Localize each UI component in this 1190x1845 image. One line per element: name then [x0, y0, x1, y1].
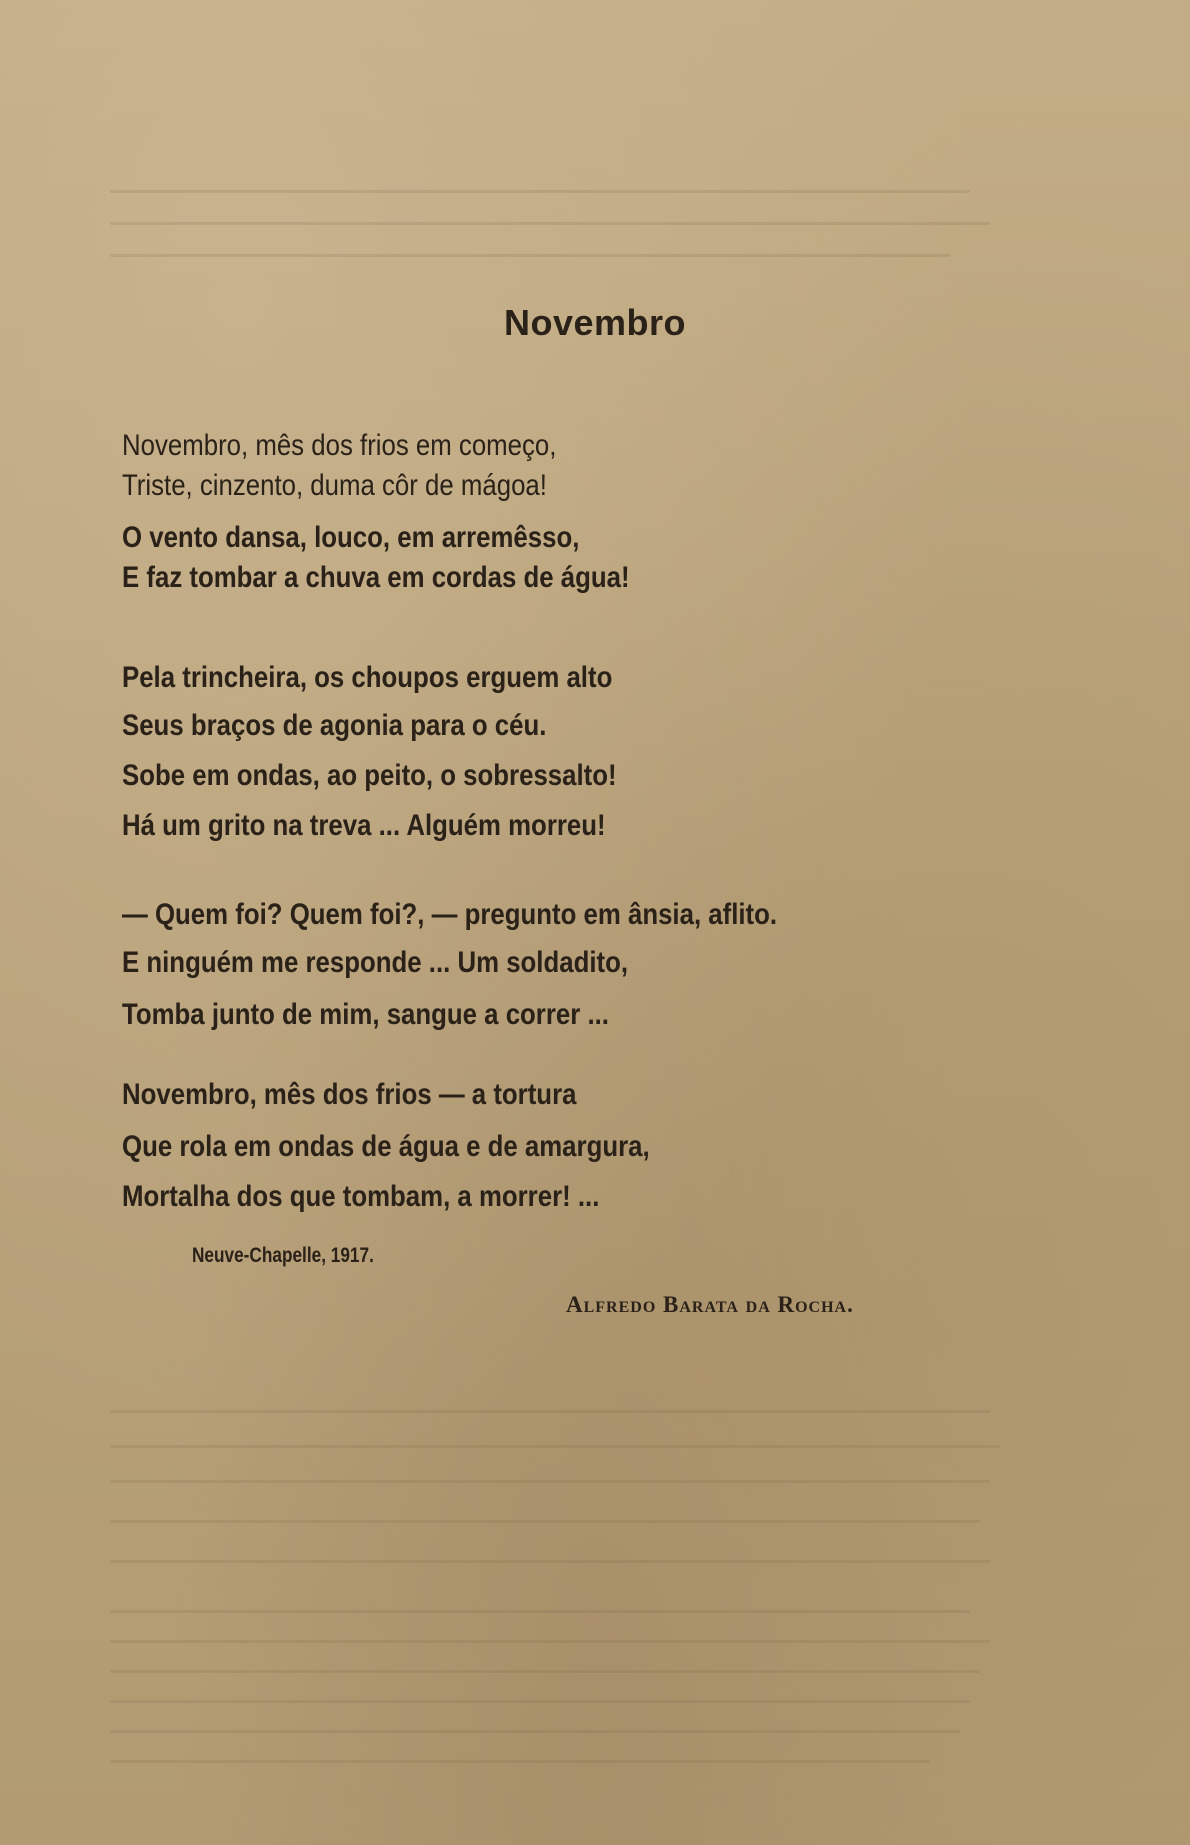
bleed-through-line: [110, 1610, 970, 1613]
bleed-through-line: [110, 190, 970, 193]
bleed-through-line: [110, 1560, 990, 1563]
poem-line: Há um grito na treva ... Alguém morreu!: [122, 809, 606, 842]
bleed-through-line: [110, 1760, 930, 1763]
poem-line: E faz tombar a chuva em cordas de água!: [122, 561, 630, 594]
bleed-through-line: [110, 1480, 990, 1483]
bleed-through-line: [110, 1730, 960, 1733]
poem-title: Novembro: [503, 302, 687, 343]
poem-line: — Quem foi? Quem foi?, — pregunto em ânsia, aflito.: [122, 898, 778, 931]
bleed-through-line: [110, 1640, 990, 1643]
poem-line: Triste, cinzento, duma côr de mágoa!: [122, 469, 547, 502]
bleed-through-line: [110, 1445, 1000, 1448]
poem-line: Seus braços de agonia para o céu.: [122, 709, 547, 742]
poem-line: Pela trincheira, os choupos erguem alto: [122, 661, 613, 694]
place-date: Neuve-Chapelle, 1917.: [192, 1244, 374, 1267]
poem-line: E ninguém me responde ... Um soldadito,: [122, 946, 629, 979]
poem-line: Sobe em ondas, ao peito, o sobressalto!: [122, 759, 617, 792]
poem-line: Que rola em ondas de água e de amargura,: [122, 1130, 650, 1163]
bleed-through-line: [110, 222, 990, 225]
stanza-1: [122, 426, 1022, 598]
poem-line: O vento dansa, louco, em arremêsso,: [122, 521, 580, 554]
bleed-through-line: [110, 1670, 980, 1673]
bleed-through-line: [110, 1520, 980, 1523]
bleed-through-line: [110, 1700, 970, 1703]
stanza-3: [122, 895, 1022, 1035]
stanza-2: [122, 658, 1022, 846]
author-signature: Alfredo Barata da Rocha.: [566, 1292, 854, 1317]
poem-line: Tomba junto de mim, sangue a correr ...: [122, 998, 609, 1031]
stanza-4: [122, 1075, 1022, 1217]
poem-line: Novembro, mês dos frios — a tortura: [122, 1078, 577, 1111]
poem-line: Mortalha dos que tombam, a morrer! ...: [122, 1180, 600, 1213]
bleed-through-line: [110, 1410, 990, 1413]
poem-line: Novembro, mês dos frios em começo,: [122, 429, 557, 462]
bleed-through-line: [110, 254, 950, 257]
